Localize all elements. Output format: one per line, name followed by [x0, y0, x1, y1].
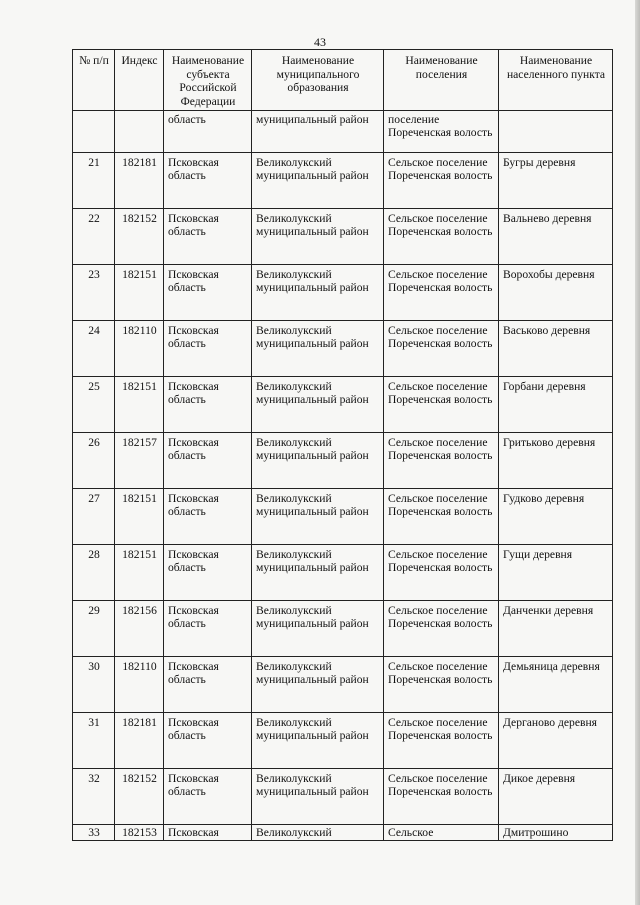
table-row [73, 544, 613, 600]
cell-settlement: Сельское поселение Пореченская волость [384, 208, 499, 264]
cell-municipality: Великолукский муниципальный район [252, 768, 384, 824]
cell-locality: Горбани деревня [499, 376, 613, 432]
settlements-table [72, 49, 613, 841]
cell-municipality: Великолукский муниципальный район [252, 208, 384, 264]
header-locality: Наименование населенного пункта [499, 50, 613, 111]
table-row [73, 712, 613, 768]
cell-municipality: Великолукский муниципальный район [252, 712, 384, 768]
cell-settlement: Сельское поселение Пореченская волость [384, 320, 499, 376]
table-row [73, 600, 613, 656]
cell-number: 32 [73, 768, 115, 824]
table-row [73, 320, 613, 376]
header-municipality: Наименование муниципального образования [252, 50, 384, 111]
cell-settlement: Сельское поселение Пореченская волость [384, 544, 499, 600]
continuation-row [73, 110, 613, 152]
cell-index: 182110 [115, 320, 164, 376]
page-number: 43 [314, 35, 326, 49]
cell-index: 182181 [115, 712, 164, 768]
cell-municipality: Великолукский муниципальный район [252, 264, 384, 320]
cell-locality: Дикое деревня [499, 768, 613, 824]
cell-subject: Псковская область [164, 264, 252, 320]
cell-settlement: Сельское поселение Пореченская волость [384, 600, 499, 656]
header-number: № п/п [73, 50, 115, 111]
cell-index: 182156 [115, 600, 164, 656]
cell-settlement: Сельское поселение Пореченская волость [384, 656, 499, 712]
table-header-row [73, 50, 613, 111]
cell-locality: Ворохобы деревня [499, 264, 613, 320]
cell-settlement: Сельское поселение Пореченская волость [384, 712, 499, 768]
cell-number: 31 [73, 712, 115, 768]
cell-index: 182181 [115, 152, 164, 208]
cell-municipality: Великолукский муниципальный район [252, 488, 384, 544]
cell-number: 25 [73, 376, 115, 432]
cell-index: 182157 [115, 432, 164, 488]
cell-subject: Псковская область [164, 656, 252, 712]
cell-subject: область [164, 110, 252, 152]
cell-index [115, 110, 164, 152]
cell-locality: Гущи деревня [499, 544, 613, 600]
cell-index: 182152 [115, 768, 164, 824]
cell-number: 23 [73, 264, 115, 320]
cell-settlement: поселение Пореченская волость [384, 110, 499, 152]
cell-index: 182151 [115, 376, 164, 432]
table-row [73, 488, 613, 544]
cell-settlement: Сельское поселение Пореченская волость [384, 768, 499, 824]
cell-subject: Псковская область [164, 320, 252, 376]
cell-subject: Псковская область [164, 768, 252, 824]
cell-locality: Гудково деревня [499, 488, 613, 544]
cell-number: 27 [73, 488, 115, 544]
cell-locality: Демьяница деревня [499, 656, 613, 712]
table-row [73, 432, 613, 488]
cell-locality: Дерганово деревня [499, 712, 613, 768]
cell-municipality: Великолукский муниципальный район [252, 376, 384, 432]
cell-number: 24 [73, 320, 115, 376]
cell-settlement: Сельское поселение Пореченская волость [384, 152, 499, 208]
cell-settlement: Сельское [384, 824, 499, 841]
cell-locality: Вальнево деревня [499, 208, 613, 264]
cell-settlement: Сельское поселение Пореченская волость [384, 264, 499, 320]
cell-municipality: Великолукский муниципальный район [252, 544, 384, 600]
cell-number: 29 [73, 600, 115, 656]
cell-number: 28 [73, 544, 115, 600]
table-row [73, 264, 613, 320]
cell-locality: Васьково деревня [499, 320, 613, 376]
cell-locality: Дмитрошино [499, 824, 613, 841]
cell-index: 182151 [115, 544, 164, 600]
table-row [73, 768, 613, 824]
cell-subject: Псковская область [164, 152, 252, 208]
cell-subject: Псковская область [164, 712, 252, 768]
cell-subject: Псковская [164, 824, 252, 841]
cell-municipality: Великолукский муниципальный район [252, 320, 384, 376]
cell-index: 182152 [115, 208, 164, 264]
cell-municipality: Великолукский муниципальный район [252, 600, 384, 656]
page-edge-shadow [635, 0, 640, 905]
cell-municipality: Великолукский муниципальный район [252, 656, 384, 712]
header-index: Индекс [115, 50, 164, 111]
cell-municipality: Великолукский [252, 824, 384, 841]
cell-number: 30 [73, 656, 115, 712]
cell-subject: Псковская область [164, 544, 252, 600]
cell-locality [499, 110, 613, 152]
cell-subject: Псковская область [164, 488, 252, 544]
table-row-partial [73, 824, 613, 841]
table-row [73, 376, 613, 432]
cell-number: 21 [73, 152, 115, 208]
cell-index: 182151 [115, 488, 164, 544]
cell-locality: Бугры деревня [499, 152, 613, 208]
cell-subject: Псковская область [164, 600, 252, 656]
cell-number: 22 [73, 208, 115, 264]
cell-settlement: Сельское поселение Пореченская волость [384, 376, 499, 432]
cell-municipality: муниципальный район [252, 110, 384, 152]
table-row [73, 152, 613, 208]
table-row [73, 656, 613, 712]
cell-number [73, 110, 115, 152]
cell-settlement: Сельское поселение Пореченская волость [384, 488, 499, 544]
cell-subject: Псковская область [164, 208, 252, 264]
cell-subject: Псковская область [164, 432, 252, 488]
cell-subject: Псковская область [164, 376, 252, 432]
cell-locality: Гритьково деревня [499, 432, 613, 488]
cell-number: 33 [73, 824, 115, 841]
cell-municipality: Великолукский муниципальный район [252, 432, 384, 488]
cell-index: 182151 [115, 264, 164, 320]
cell-number: 26 [73, 432, 115, 488]
cell-settlement: Сельское поселение Пореченская волость [384, 432, 499, 488]
header-subject: Наименование субъекта Российской Федерации [164, 50, 252, 111]
table-row [73, 208, 613, 264]
cell-index: 182153 [115, 824, 164, 841]
header-settlement: Наименование поселения [384, 50, 499, 111]
cell-index: 182110 [115, 656, 164, 712]
cell-municipality: Великолукский муниципальный район [252, 152, 384, 208]
cell-locality: Данченки деревня [499, 600, 613, 656]
